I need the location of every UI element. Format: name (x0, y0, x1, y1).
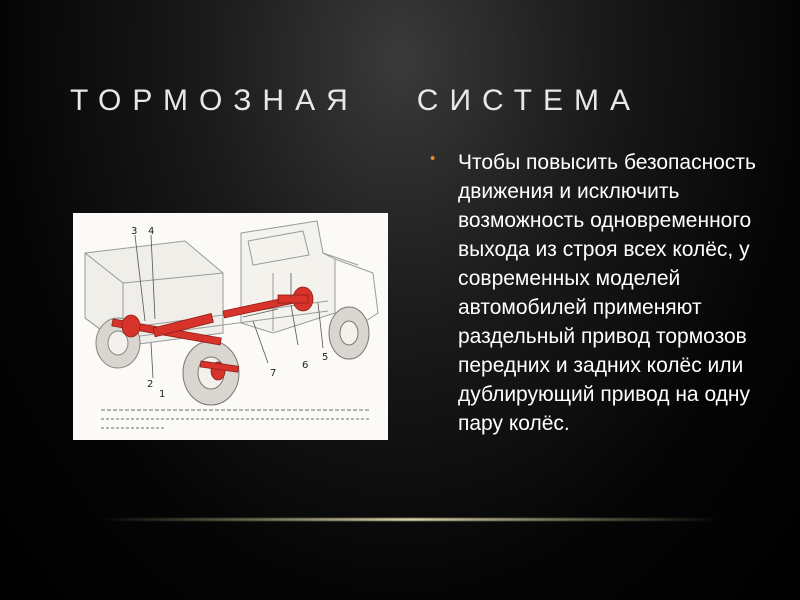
front-wheel (329, 307, 369, 359)
truck-brake-diagram (73, 213, 388, 440)
callout-2: 2 (147, 379, 154, 390)
slide-title: ТОРМОЗНАЯ СИСТЕМА (70, 84, 642, 117)
bullet-text: Чтобы повысить безопасность движения и исключить возможность одновременного выхода из строя всех колёс, у современных моделей автомобилей применяют раздельный привод тормозов передних и задних колёс или дублирующий привод на одну пару колёс. (458, 151, 756, 435)
callout-6: 6 (302, 360, 309, 371)
bullet-item (430, 148, 760, 438)
callout-3: 3 (131, 226, 138, 237)
callout-5: 5 (322, 352, 329, 363)
floor-reflection (100, 518, 720, 521)
callout-7: 7 (270, 368, 277, 379)
caption-lines (101, 410, 369, 428)
callout-4: 4 (148, 226, 155, 237)
callout-1: 1 (159, 389, 166, 400)
bullet-marker: • (430, 150, 436, 167)
bullet-list (430, 148, 760, 438)
